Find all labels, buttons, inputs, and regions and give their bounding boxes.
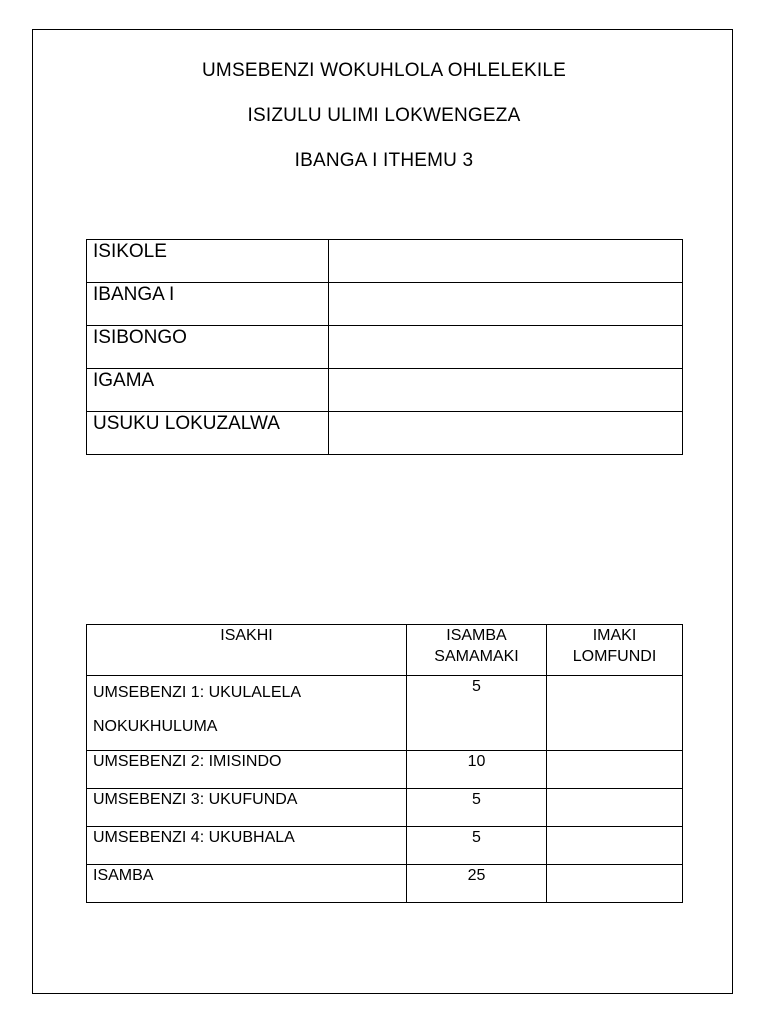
- info-value-field[interactable]: [329, 326, 683, 369]
- header-total-line2: SAMAMAKI: [434, 648, 519, 665]
- table-row: [87, 789, 683, 827]
- header-learner-marks: [547, 625, 683, 676]
- info-label: USUKU LOKUZALWA: [87, 412, 329, 455]
- info-label: IBANGA I: [87, 283, 329, 326]
- learner-marks-field[interactable]: [547, 865, 683, 903]
- learner-info-table: [86, 239, 683, 455]
- header-task: ISAKHI: [87, 625, 407, 676]
- task-cell: UMSEBENZI 2: IMISINDO: [87, 751, 407, 789]
- total-marks-cell: 5: [407, 676, 547, 751]
- grade-term-title: IBANGA I ITHEMU 3: [294, 150, 474, 171]
- info-label: ISIBONGO: [87, 326, 329, 369]
- task-cell: ISAMBA: [87, 865, 407, 903]
- info-value-field[interactable]: [329, 369, 683, 412]
- total-marks-cell: 5: [407, 789, 547, 827]
- info-row-grade: [87, 283, 683, 326]
- task-label-cont: NOKUKHULUMA: [93, 718, 218, 735]
- table-row: [87, 751, 683, 789]
- total-marks-cell: 5: [407, 827, 547, 865]
- task-cell: UMSEBENZI 3: UKUFUNDA: [87, 789, 407, 827]
- document-title: UMSEBENZI WOKUHLOLA OHLELEKILE: [202, 60, 566, 81]
- info-row-school: [87, 240, 683, 283]
- marks-table: [86, 624, 683, 903]
- header-learner-line1: IMAKI: [592, 627, 637, 644]
- info-row-surname: [87, 326, 683, 369]
- total-marks-cell: 10: [407, 751, 547, 789]
- subject-title: ISIZULU ULIMI LOKWENGEZA: [247, 105, 521, 126]
- info-label: ISIKOLE: [87, 240, 329, 283]
- table-row-total: [87, 865, 683, 903]
- header-total-marks: [407, 625, 547, 676]
- info-value-field[interactable]: [329, 283, 683, 326]
- total-marks-cell: 25: [407, 865, 547, 903]
- info-value-field[interactable]: [329, 240, 683, 283]
- info-value-field[interactable]: [329, 412, 683, 455]
- learner-marks-field[interactable]: [547, 751, 683, 789]
- info-label: IGAMA: [87, 369, 329, 412]
- marks-header-row: [87, 625, 683, 676]
- task-cell: [87, 676, 407, 751]
- info-row-birthdate: [87, 412, 683, 455]
- header-total-line1: ISAMBA: [446, 627, 507, 644]
- info-row-name: [87, 369, 683, 412]
- header-learner-line2: LOMFUNDI: [572, 648, 657, 665]
- learner-marks-field[interactable]: [547, 789, 683, 827]
- table-row: [87, 676, 683, 751]
- table-row: [87, 827, 683, 865]
- task-cell: UMSEBENZI 4: UKUBHALA: [87, 827, 407, 865]
- task-label: UMSEBENZI 1: UKULALELA: [93, 684, 302, 701]
- learner-marks-field[interactable]: [547, 676, 683, 751]
- learner-marks-field[interactable]: [547, 827, 683, 865]
